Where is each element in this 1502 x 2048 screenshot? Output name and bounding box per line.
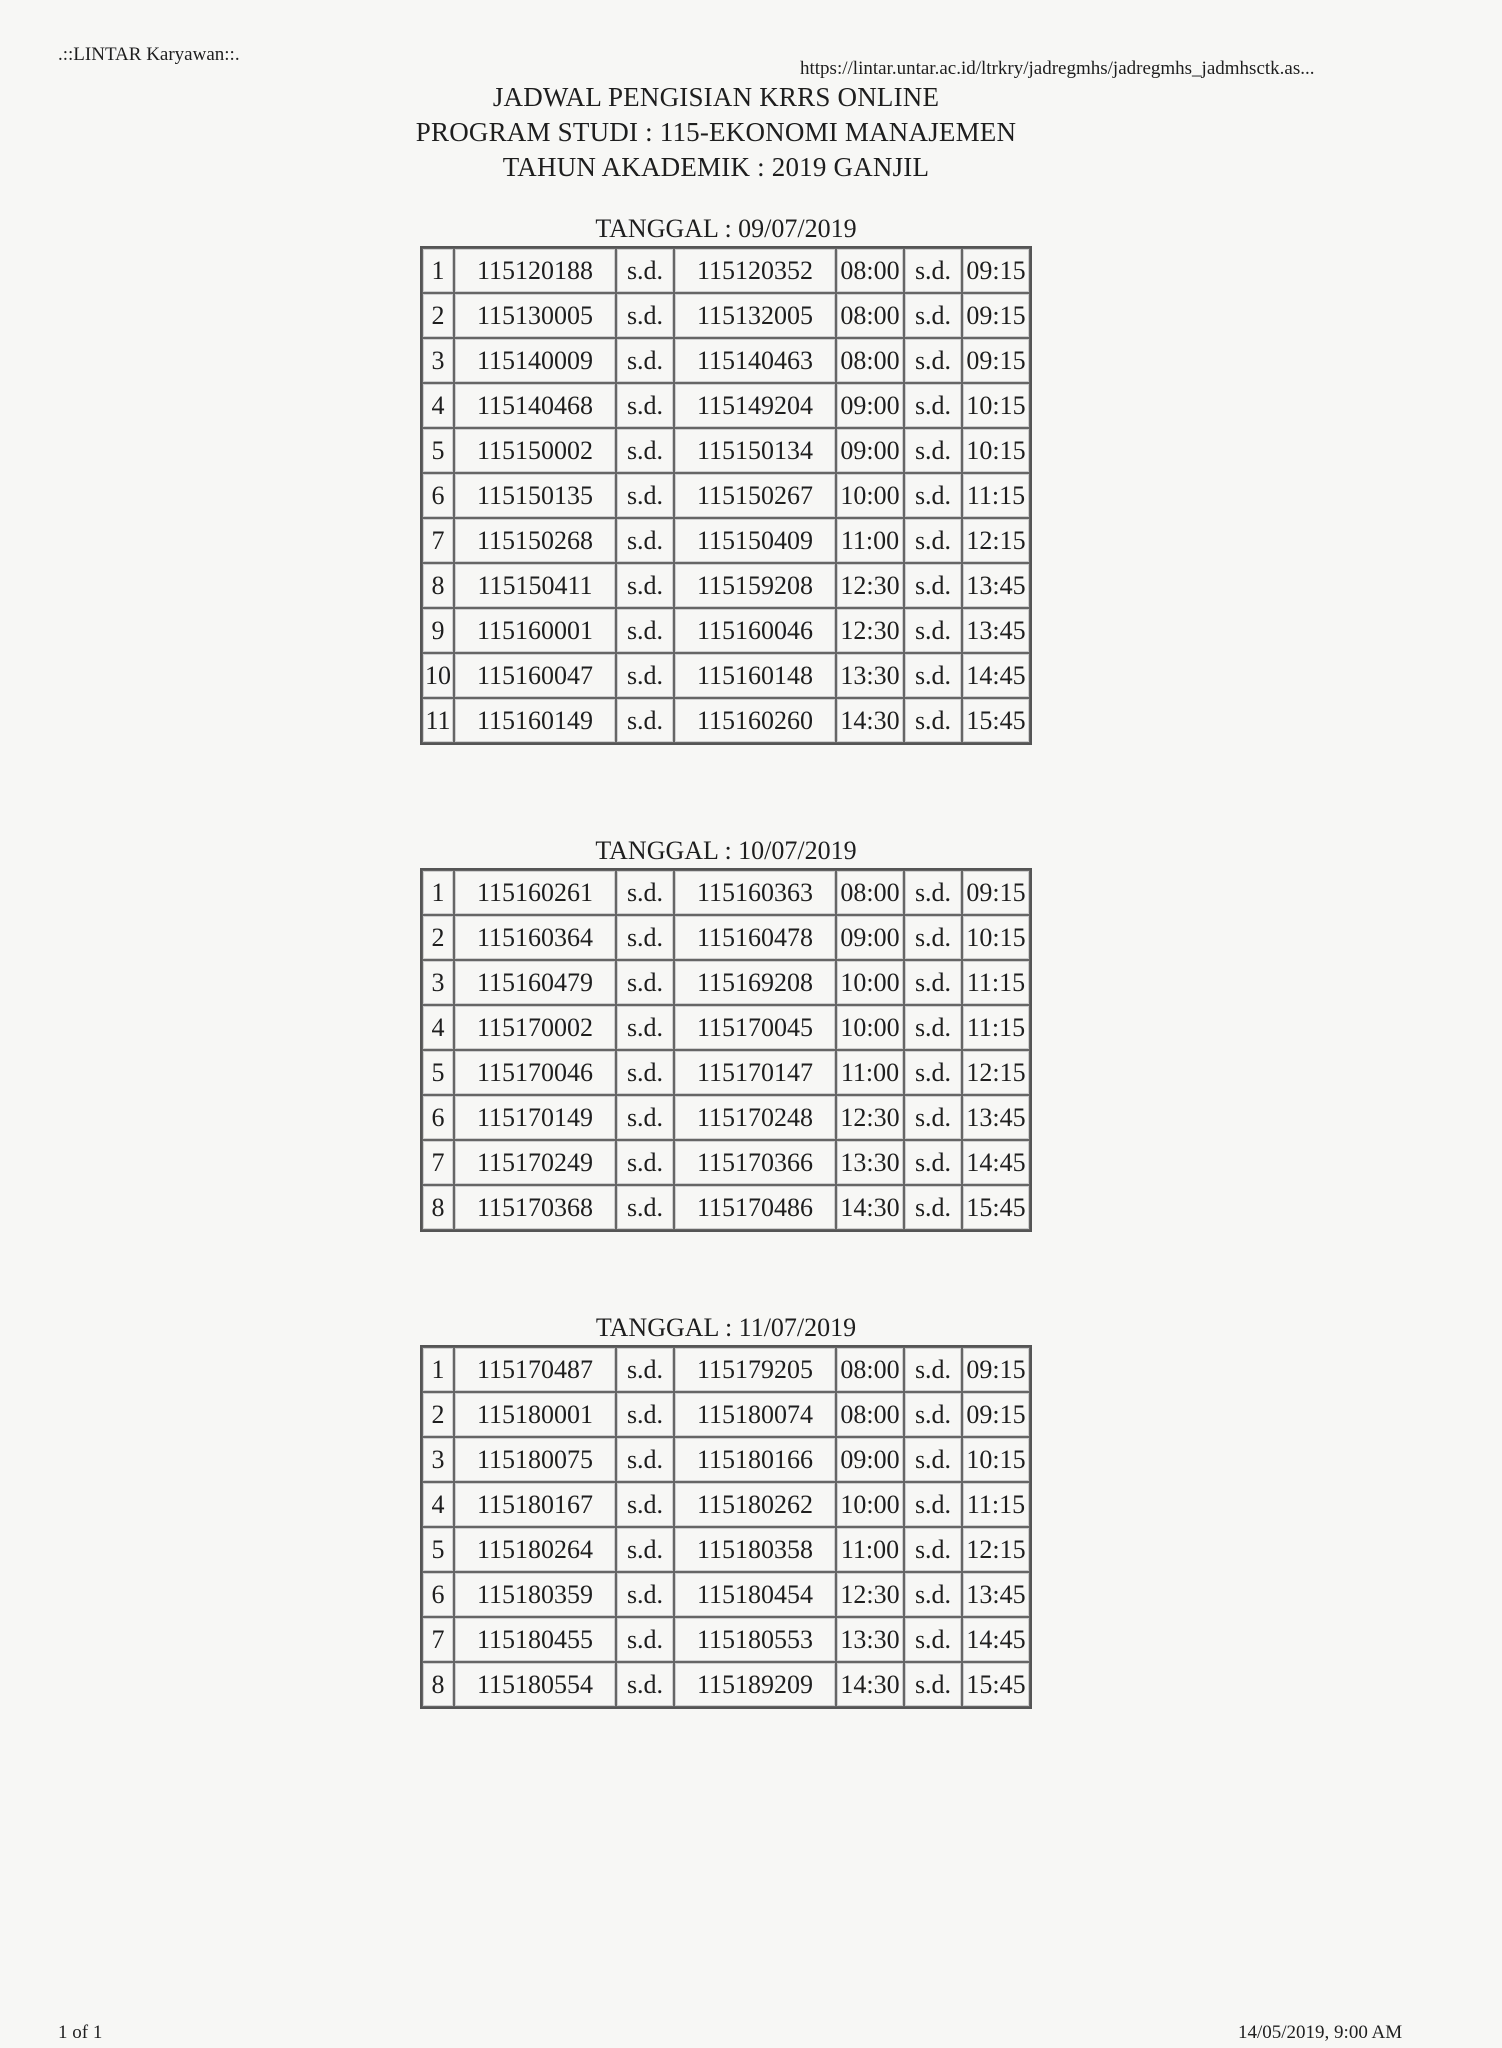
time-range-separator-cell: s.d. [904, 1095, 962, 1140]
nim-to-cell: 115132005 [674, 293, 836, 338]
table-row [422, 960, 1030, 1005]
schedule-table-block [420, 1313, 1032, 1709]
nim-to-cell: 115160260 [674, 698, 836, 743]
nim-range-separator-cell: s.d. [616, 428, 674, 473]
nim-range-separator-cell: s.d. [616, 870, 674, 915]
row-number-cell: 2 [422, 1392, 454, 1437]
start-time-cell: 08:00 [836, 870, 904, 915]
row-number-cell: 4 [422, 1005, 454, 1050]
time-range-separator-cell: s.d. [904, 653, 962, 698]
row-number-cell: 7 [422, 1617, 454, 1662]
time-range-separator-cell: s.d. [904, 608, 962, 653]
start-time-cell: 09:00 [836, 1437, 904, 1482]
schedule-table [420, 868, 1032, 1232]
end-time-cell: 09:15 [962, 1392, 1030, 1437]
end-time-cell: 10:15 [962, 1437, 1030, 1482]
print-footer-timestamp: 14/05/2019, 9:00 AM [1238, 2022, 1403, 2043]
end-time-cell: 13:45 [962, 563, 1030, 608]
row-number-cell: 7 [422, 1140, 454, 1185]
end-time-cell: 12:15 [962, 518, 1030, 563]
end-time-cell: 09:15 [962, 338, 1030, 383]
nim-range-separator-cell: s.d. [616, 1392, 674, 1437]
nim-to-cell: 115150409 [674, 518, 836, 563]
table-row [422, 1140, 1030, 1185]
nim-range-separator-cell: s.d. [616, 338, 674, 383]
time-range-separator-cell: s.d. [904, 1437, 962, 1482]
start-time-cell: 12:30 [836, 563, 904, 608]
start-time-cell: 13:30 [836, 1617, 904, 1662]
row-number-cell: 1 [422, 1347, 454, 1392]
nim-to-cell: 115159208 [674, 563, 836, 608]
row-number-cell: 9 [422, 608, 454, 653]
nim-to-cell: 115189209 [674, 1662, 836, 1707]
table-row [422, 1617, 1030, 1662]
table-row [422, 1527, 1030, 1572]
row-number-cell: 8 [422, 563, 454, 608]
end-time-cell: 11:15 [962, 1482, 1030, 1527]
nim-to-cell: 115180454 [674, 1572, 836, 1617]
start-time-cell: 14:30 [836, 698, 904, 743]
time-range-separator-cell: s.d. [904, 1185, 962, 1230]
nim-to-cell: 115160046 [674, 608, 836, 653]
table-row [422, 1662, 1030, 1707]
schedule-table [420, 246, 1032, 745]
nim-from-cell: 115160047 [454, 653, 616, 698]
nim-from-cell: 115170487 [454, 1347, 616, 1392]
end-time-cell: 09:15 [962, 1347, 1030, 1392]
start-time-cell: 08:00 [836, 1347, 904, 1392]
nim-range-separator-cell: s.d. [616, 248, 674, 293]
nim-from-cell: 115170149 [454, 1095, 616, 1140]
time-range-separator-cell: s.d. [904, 1050, 962, 1095]
nim-range-separator-cell: s.d. [616, 1617, 674, 1662]
row-number-cell: 4 [422, 1482, 454, 1527]
nim-from-cell: 115160149 [454, 698, 616, 743]
nim-from-cell: 115180554 [454, 1662, 616, 1707]
row-number-cell: 6 [422, 1572, 454, 1617]
start-time-cell: 10:00 [836, 960, 904, 1005]
nim-range-separator-cell: s.d. [616, 653, 674, 698]
start-time-cell: 10:00 [836, 1005, 904, 1050]
start-time-cell: 13:30 [836, 653, 904, 698]
schedule-table-block [420, 214, 1032, 745]
time-range-separator-cell: s.d. [904, 1617, 962, 1662]
row-number-cell: 1 [422, 870, 454, 915]
nim-to-cell: 115170045 [674, 1005, 836, 1050]
time-range-separator-cell: s.d. [904, 960, 962, 1005]
nim-from-cell: 115130005 [454, 293, 616, 338]
time-range-separator-cell: s.d. [904, 1662, 962, 1707]
nim-from-cell: 115150268 [454, 518, 616, 563]
table-row [422, 653, 1030, 698]
table-row [422, 518, 1030, 563]
time-range-separator-cell: s.d. [904, 293, 962, 338]
start-time-cell: 11:00 [836, 1050, 904, 1095]
table-row [422, 1050, 1030, 1095]
end-time-cell: 13:45 [962, 1572, 1030, 1617]
start-time-cell: 14:30 [836, 1185, 904, 1230]
time-range-separator-cell: s.d. [904, 1392, 962, 1437]
end-time-cell: 09:15 [962, 293, 1030, 338]
nim-range-separator-cell: s.d. [616, 1005, 674, 1050]
nim-range-separator-cell: s.d. [616, 1347, 674, 1392]
nim-from-cell: 115160001 [454, 608, 616, 653]
row-number-cell: 8 [422, 1662, 454, 1707]
nim-to-cell: 115180358 [674, 1527, 836, 1572]
nim-from-cell: 115170368 [454, 1185, 616, 1230]
nim-to-cell: 115180262 [674, 1482, 836, 1527]
end-time-cell: 12:15 [962, 1050, 1030, 1095]
end-time-cell: 14:45 [962, 1140, 1030, 1185]
time-range-separator-cell: s.d. [904, 915, 962, 960]
academic-year-title: TAHUN AKADEMIK : 2019 GANJIL [502, 152, 930, 182]
nim-range-separator-cell: s.d. [616, 915, 674, 960]
print-footer-page: 1 of 1 [58, 2022, 103, 2043]
nim-range-separator-cell: s.d. [616, 698, 674, 743]
nim-from-cell: 115180167 [454, 1482, 616, 1527]
nim-to-cell: 115180166 [674, 1437, 836, 1482]
end-time-cell: 14:45 [962, 1617, 1030, 1662]
start-time-cell: 11:00 [836, 518, 904, 563]
nim-range-separator-cell: s.d. [616, 1050, 674, 1095]
start-time-cell: 12:30 [836, 1572, 904, 1617]
nim-from-cell: 115180359 [454, 1572, 616, 1617]
start-time-cell: 12:30 [836, 608, 904, 653]
start-time-cell: 13:30 [836, 1140, 904, 1185]
nim-from-cell: 115180001 [454, 1392, 616, 1437]
time-range-separator-cell: s.d. [904, 518, 962, 563]
nim-range-separator-cell: s.d. [616, 1185, 674, 1230]
row-number-cell: 6 [422, 1095, 454, 1140]
end-time-cell: 15:45 [962, 698, 1030, 743]
end-time-cell: 15:45 [962, 1662, 1030, 1707]
row-number-cell: 3 [422, 960, 454, 1005]
table-row [422, 1392, 1030, 1437]
nim-from-cell: 115150135 [454, 473, 616, 518]
time-range-separator-cell: s.d. [904, 473, 962, 518]
end-time-cell: 09:15 [962, 248, 1030, 293]
document-titles [0, 80, 1502, 185]
nim-range-separator-cell: s.d. [616, 1140, 674, 1185]
time-range-separator-cell: s.d. [904, 248, 962, 293]
nim-from-cell: 115170002 [454, 1005, 616, 1050]
nim-to-cell: 115160478 [674, 915, 836, 960]
nim-range-separator-cell: s.d. [616, 518, 674, 563]
start-time-cell: 10:00 [836, 1482, 904, 1527]
schedule-table-block [420, 836, 1032, 1232]
table-row [422, 1347, 1030, 1392]
nim-range-separator-cell: s.d. [616, 1662, 674, 1707]
nim-range-separator-cell: s.d. [616, 608, 674, 653]
schedule-table [420, 1345, 1032, 1709]
row-number-cell: 3 [422, 1437, 454, 1482]
nim-to-cell: 115170486 [674, 1185, 836, 1230]
nim-to-cell: 115140463 [674, 338, 836, 383]
end-time-cell: 10:15 [962, 915, 1030, 960]
table-row [422, 383, 1030, 428]
nim-from-cell: 115160261 [454, 870, 616, 915]
row-number-cell: 1 [422, 248, 454, 293]
time-range-separator-cell: s.d. [904, 1482, 962, 1527]
table-row [422, 608, 1030, 653]
end-time-cell: 13:45 [962, 1095, 1030, 1140]
end-time-cell: 10:15 [962, 383, 1030, 428]
table-row [422, 1482, 1030, 1527]
start-time-cell: 12:30 [836, 1095, 904, 1140]
row-number-cell: 7 [422, 518, 454, 563]
nim-range-separator-cell: s.d. [616, 1437, 674, 1482]
nim-from-cell: 115150411 [454, 563, 616, 608]
start-time-cell: 09:00 [836, 383, 904, 428]
row-number-cell: 6 [422, 473, 454, 518]
table-row [422, 915, 1030, 960]
nim-to-cell: 115150134 [674, 428, 836, 473]
row-number-cell: 4 [422, 383, 454, 428]
print-header-url: https://lintar.untar.ac.id/ltrkry/jadregmhs/jadregmhs_jadmhsctk.as... [800, 58, 1315, 79]
nim-from-cell: 115160364 [454, 915, 616, 960]
program-study-title: PROGRAM STUDI : 115-EKONOMI MANAJEMEN [415, 117, 1017, 147]
start-time-cell: 11:00 [836, 1527, 904, 1572]
schedule-date-title: TANGGAL : 09/07/2019 [595, 214, 857, 243]
nim-range-separator-cell: s.d. [616, 293, 674, 338]
nim-range-separator-cell: s.d. [616, 960, 674, 1005]
time-range-separator-cell: s.d. [904, 563, 962, 608]
start-time-cell: 08:00 [836, 1392, 904, 1437]
row-number-cell: 5 [422, 1527, 454, 1572]
time-range-separator-cell: s.d. [904, 338, 962, 383]
nim-from-cell: 115170046 [454, 1050, 616, 1095]
start-time-cell: 09:00 [836, 915, 904, 960]
end-time-cell: 13:45 [962, 608, 1030, 653]
nim-to-cell: 115120352 [674, 248, 836, 293]
nim-from-cell: 115120188 [454, 248, 616, 293]
nim-to-cell: 115170366 [674, 1140, 836, 1185]
table-row [422, 1095, 1030, 1140]
end-time-cell: 11:15 [962, 473, 1030, 518]
nim-from-cell: 115180264 [454, 1527, 616, 1572]
print-header-app-title: .::LINTAR Karyawan::. [58, 44, 240, 65]
time-range-separator-cell: s.d. [904, 1527, 962, 1572]
table-row [422, 428, 1030, 473]
row-number-cell: 10 [422, 653, 454, 698]
nim-range-separator-cell: s.d. [616, 1572, 674, 1617]
row-number-cell: 5 [422, 1050, 454, 1095]
end-time-cell: 11:15 [962, 960, 1030, 1005]
table-row [422, 338, 1030, 383]
table-row [422, 293, 1030, 338]
nim-range-separator-cell: s.d. [616, 1095, 674, 1140]
table-row [422, 870, 1030, 915]
nim-from-cell: 115140009 [454, 338, 616, 383]
nim-from-cell: 115160479 [454, 960, 616, 1005]
nim-to-cell: 115149204 [674, 383, 836, 428]
table-row [422, 1005, 1030, 1050]
table-row [422, 698, 1030, 743]
time-range-separator-cell: s.d. [904, 1347, 962, 1392]
nim-range-separator-cell: s.d. [616, 1527, 674, 1572]
table-row [422, 1437, 1030, 1482]
nim-range-separator-cell: s.d. [616, 383, 674, 428]
row-number-cell: 5 [422, 428, 454, 473]
end-time-cell: 12:15 [962, 1527, 1030, 1572]
schedule-date-title: TANGGAL : 11/07/2019 [595, 1313, 857, 1342]
end-time-cell: 10:15 [962, 428, 1030, 473]
nim-from-cell: 115140468 [454, 383, 616, 428]
row-number-cell: 3 [422, 338, 454, 383]
nim-from-cell: 115180075 [454, 1437, 616, 1482]
nim-to-cell: 115170248 [674, 1095, 836, 1140]
row-number-cell: 11 [422, 698, 454, 743]
nim-range-separator-cell: s.d. [616, 473, 674, 518]
table-row [422, 473, 1030, 518]
nim-from-cell: 115180455 [454, 1617, 616, 1662]
document-title: JADWAL PENGISIAN KRRS ONLINE [492, 82, 940, 112]
table-row [422, 563, 1030, 608]
row-number-cell: 2 [422, 293, 454, 338]
start-time-cell: 08:00 [836, 248, 904, 293]
nim-to-cell: 115160363 [674, 870, 836, 915]
time-range-separator-cell: s.d. [904, 1140, 962, 1185]
nim-to-cell: 115170147 [674, 1050, 836, 1095]
nim-from-cell: 115170249 [454, 1140, 616, 1185]
end-time-cell: 15:45 [962, 1185, 1030, 1230]
time-range-separator-cell: s.d. [904, 383, 962, 428]
schedule-date-title: TANGGAL : 10/07/2019 [595, 836, 857, 865]
nim-to-cell: 115179205 [674, 1347, 836, 1392]
end-time-cell: 14:45 [962, 653, 1030, 698]
time-range-separator-cell: s.d. [904, 1572, 962, 1617]
start-time-cell: 08:00 [836, 293, 904, 338]
nim-range-separator-cell: s.d. [616, 563, 674, 608]
nim-range-separator-cell: s.d. [616, 1482, 674, 1527]
nim-from-cell: 115150002 [454, 428, 616, 473]
start-time-cell: 08:00 [836, 338, 904, 383]
nim-to-cell: 115169208 [674, 960, 836, 1005]
end-time-cell: 11:15 [962, 1005, 1030, 1050]
nim-to-cell: 115150267 [674, 473, 836, 518]
row-number-cell: 2 [422, 915, 454, 960]
nim-to-cell: 115180074 [674, 1392, 836, 1437]
time-range-separator-cell: s.d. [904, 428, 962, 473]
nim-to-cell: 115180553 [674, 1617, 836, 1662]
table-row [422, 248, 1030, 293]
start-time-cell: 10:00 [836, 473, 904, 518]
start-time-cell: 09:00 [836, 428, 904, 473]
time-range-separator-cell: s.d. [904, 698, 962, 743]
start-time-cell: 14:30 [836, 1662, 904, 1707]
row-number-cell: 8 [422, 1185, 454, 1230]
table-row [422, 1572, 1030, 1617]
end-time-cell: 09:15 [962, 870, 1030, 915]
nim-to-cell: 115160148 [674, 653, 836, 698]
time-range-separator-cell: s.d. [904, 870, 962, 915]
time-range-separator-cell: s.d. [904, 1005, 962, 1050]
table-row [422, 1185, 1030, 1230]
